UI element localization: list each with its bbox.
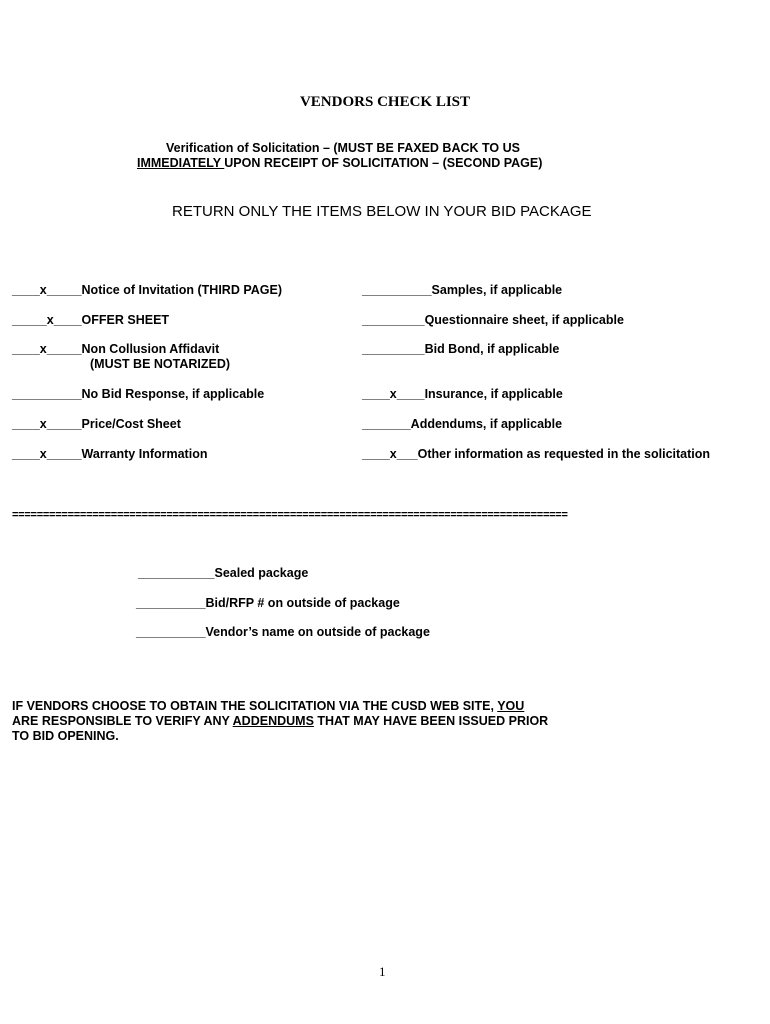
- notice-text: ARE RESPONSIBLE TO VERIFY ANY: [12, 714, 233, 728]
- page-title: VENDORS CHECK LIST: [299, 94, 471, 110]
- check-blank: __________: [362, 283, 432, 297]
- check-blank: __________: [136, 625, 206, 639]
- checklist-item-samples: [362, 283, 562, 297]
- page-number: 1: [379, 964, 386, 979]
- checklist-item-warranty-information: [12, 447, 207, 461]
- checklist-item-price-cost-sheet: [12, 417, 181, 431]
- notice-line-3: TO BID OPENING.: [12, 729, 119, 743]
- check-blank: _________: [362, 313, 425, 327]
- item-label: Addendums, if applicable: [410, 417, 563, 431]
- verification-line-1: Verification of Solicitation – (MUST BE FAXED BACK TO US: [166, 141, 520, 155]
- item-label: Bid/RFP # on outside of package: [205, 596, 400, 610]
- item-label: Bid Bond, if applicable: [424, 342, 560, 356]
- checklist-item-bid-bond: [362, 342, 559, 356]
- item-label: Samples, if applicable: [431, 283, 563, 297]
- checklist-item-offer-sheet: [12, 313, 169, 327]
- item-label: Insurance, if applicable: [424, 387, 563, 401]
- notice-emphasis-addendums: ADDENDUMS: [232, 714, 314, 728]
- checklist-item-questionnaire: [362, 313, 624, 327]
- check-blank: ___________: [138, 566, 215, 580]
- check-blank: __________: [12, 387, 82, 401]
- notice-line-1: [12, 699, 524, 713]
- item-label: Other information as requested in the solicitation: [417, 447, 711, 461]
- check-blank: ____x_____: [12, 417, 82, 431]
- item-label: Non Collusion Affidavit: [81, 342, 220, 356]
- item-label: OFFER SHEET: [81, 313, 170, 327]
- check-blank: ____x_____: [12, 447, 82, 461]
- notice-text: THAT MAY HAVE BEEN ISSUED PRIOR: [313, 714, 549, 728]
- checklist-item-notarized-note: (MUST BE NOTARIZED): [90, 357, 231, 371]
- notice-text: IF VENDORS CHOOSE TO OBTAIN THE SOLICITATION VIA THE CUSD WEB SITE,: [12, 699, 498, 713]
- item-label: Vendor’s name on outside of package: [205, 625, 430, 639]
- check-blank: ____x_____: [12, 342, 82, 356]
- check-blank: ____x_____: [12, 283, 82, 297]
- package-item-sealed: [138, 566, 308, 580]
- item-label: No Bid Response, if applicable: [81, 387, 265, 401]
- check-blank: _______: [362, 417, 411, 431]
- notice-emphasis-you: YOU: [497, 699, 525, 713]
- checklist-item-non-collusion-affidavit: [12, 342, 219, 356]
- check-blank: _____x____: [12, 313, 82, 327]
- checklist-item-notice-of-invitation: [12, 283, 282, 297]
- item-label: Notice of Invitation (THIRD PAGE): [81, 283, 282, 297]
- checklist-item-other-information: [362, 447, 710, 461]
- verification-line-2: [137, 156, 542, 170]
- notice-line-2: [12, 714, 548, 728]
- check-blank: ____x____: [362, 387, 425, 401]
- checklist-item-no-bid-response: [12, 387, 264, 401]
- item-label: Sealed package: [214, 566, 309, 580]
- checklist-item-insurance: [362, 387, 563, 401]
- check-blank: __________: [136, 596, 206, 610]
- item-label: Price/Cost Sheet: [81, 417, 181, 431]
- package-item-vendor-name: [136, 625, 430, 639]
- check-blank: _________: [362, 342, 425, 356]
- item-label: Questionnaire sheet, if applicable: [424, 313, 624, 327]
- verification-line-2-rest: UPON RECEIPT OF SOLICITATION – (SECOND PAGE): [224, 156, 543, 170]
- separator-line: ==========================================================================================: [12, 509, 568, 521]
- package-item-bid-rfp-number: [136, 596, 400, 610]
- check-blank: ____x___: [362, 447, 418, 461]
- checklist-item-addendums: [362, 417, 562, 431]
- return-heading: RETURN ONLY THE ITEMS BELOW IN YOUR BID PACKAGE: [172, 203, 592, 220]
- verification-immediately: IMMEDIATELY: [137, 156, 225, 170]
- item-label: Warranty Information: [81, 447, 208, 461]
